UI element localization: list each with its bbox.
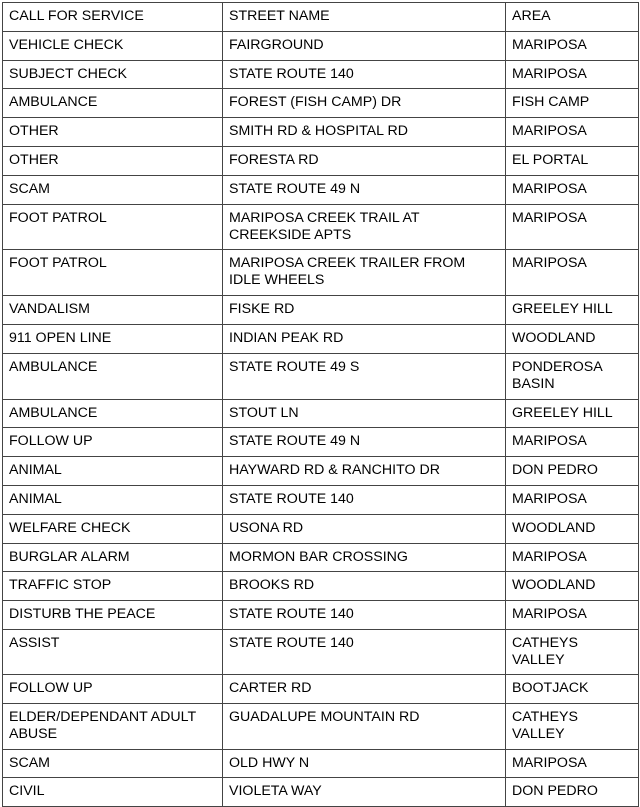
cell-area: PONDEROSA BASIN	[506, 353, 639, 399]
cell-area: WOODLAND	[506, 324, 639, 353]
cell-call-for-service: VEHICLE CHECK	[3, 31, 223, 60]
cell-street-name: STATE ROUTE 140	[223, 60, 506, 89]
cell-call-for-service: ELDER/DEPENDANT ADULT ABUSE	[3, 703, 223, 749]
table-header-row	[3, 3, 639, 32]
calls-for-service-table	[2, 2, 639, 807]
table-row	[3, 457, 639, 486]
cell-call-for-service: ASSIST	[3, 629, 223, 674]
cell-call-for-service: SUBJECT CHECK	[3, 60, 223, 89]
table-row	[3, 175, 639, 204]
cell-call-for-service: FOOT PATROL	[3, 204, 223, 250]
table-row	[3, 60, 639, 89]
table-row	[3, 749, 639, 778]
cell-street-name: SMITH RD & HOSPITAL RD	[223, 118, 506, 147]
cell-area: MARIPOSA	[506, 485, 639, 514]
cell-area: EL PORTAL	[506, 146, 639, 175]
cell-area: DON PEDRO	[506, 778, 639, 807]
table-row	[3, 204, 639, 250]
cell-call-for-service: AMBULANCE	[3, 353, 223, 399]
table-row	[3, 428, 639, 457]
cell-street-name: FISKE RD	[223, 296, 506, 325]
table-row	[3, 485, 639, 514]
cell-call-for-service: SCAM	[3, 749, 223, 778]
cell-area: WOODLAND	[506, 572, 639, 601]
cell-area: MARIPOSA	[506, 60, 639, 89]
cell-area: FISH CAMP	[506, 89, 639, 118]
table-row	[3, 601, 639, 630]
cell-area: MARIPOSA	[506, 543, 639, 572]
cell-street-name: FAIRGROUND	[223, 31, 506, 60]
header-area: AREA	[506, 3, 639, 32]
cell-area: MARIPOSA	[506, 749, 639, 778]
cell-street-name: MARIPOSA CREEK TRAIL AT CREEKSIDE APTS	[223, 204, 506, 250]
table-row	[3, 353, 639, 399]
cell-area: MARIPOSA	[506, 31, 639, 60]
cell-street-name: VIOLETA WAY	[223, 778, 506, 807]
table-row	[3, 514, 639, 543]
cell-area: MARIPOSA	[506, 118, 639, 147]
cell-call-for-service: TRAFFIC STOP	[3, 572, 223, 601]
cell-street-name: STATE ROUTE 49 N	[223, 428, 506, 457]
cell-call-for-service: FOLLOW UP	[3, 674, 223, 703]
cell-area: WOODLAND	[506, 514, 639, 543]
cell-street-name: FORESTA RD	[223, 146, 506, 175]
header-call-for-service: CALL FOR SERVICE	[3, 3, 223, 32]
table-row	[3, 89, 639, 118]
cell-area: MARIPOSA	[506, 250, 639, 296]
cell-call-for-service: FOLLOW UP	[3, 428, 223, 457]
cell-street-name: OLD HWY N	[223, 749, 506, 778]
cell-area: MARIPOSA	[506, 601, 639, 630]
cell-call-for-service: OTHER	[3, 118, 223, 147]
table-row	[3, 31, 639, 60]
cell-street-name: MARIPOSA CREEK TRAILER FROM IDLE WHEELS	[223, 250, 506, 296]
cell-call-for-service: ANIMAL	[3, 485, 223, 514]
cell-call-for-service: AMBULANCE	[3, 399, 223, 428]
table-row	[3, 572, 639, 601]
cell-street-name: STATE ROUTE 140	[223, 629, 506, 674]
cell-area: MARIPOSA	[506, 175, 639, 204]
cell-call-for-service: FOOT PATROL	[3, 250, 223, 296]
header-street-name: STREET NAME	[223, 3, 506, 32]
cell-street-name: STATE ROUTE 49 S	[223, 353, 506, 399]
table-row	[3, 629, 639, 674]
cell-street-name: STATE ROUTE 49 N	[223, 175, 506, 204]
cell-street-name: STATE ROUTE 140	[223, 601, 506, 630]
table-row	[3, 543, 639, 572]
table-row	[3, 250, 639, 296]
cell-area: CATHEYS VALLEY	[506, 629, 639, 674]
table-row	[3, 399, 639, 428]
cell-area: MARIPOSA	[506, 204, 639, 250]
cell-street-name: INDIAN PEAK RD	[223, 324, 506, 353]
table-row	[3, 146, 639, 175]
table-row	[3, 674, 639, 703]
table-row	[3, 778, 639, 807]
cell-street-name: STOUT LN	[223, 399, 506, 428]
cell-call-for-service: ANIMAL	[3, 457, 223, 486]
table-row	[3, 703, 639, 749]
cell-street-name: USONA RD	[223, 514, 506, 543]
cell-call-for-service: CIVIL	[3, 778, 223, 807]
cell-area: GREELEY HILL	[506, 296, 639, 325]
table-body	[3, 3, 639, 807]
cell-street-name: BROOKS RD	[223, 572, 506, 601]
cell-call-for-service: BURGLAR ALARM	[3, 543, 223, 572]
cell-call-for-service: SCAM	[3, 175, 223, 204]
cell-call-for-service: WELFARE CHECK	[3, 514, 223, 543]
cell-area: DON PEDRO	[506, 457, 639, 486]
cell-call-for-service: 911 OPEN LINE	[3, 324, 223, 353]
cell-call-for-service: AMBULANCE	[3, 89, 223, 118]
cell-area: BOOTJACK	[506, 674, 639, 703]
cell-street-name: GUADALUPE MOUNTAIN RD	[223, 703, 506, 749]
cell-street-name: HAYWARD RD & RANCHITO DR	[223, 457, 506, 486]
cell-street-name: FOREST (FISH CAMP) DR	[223, 89, 506, 118]
cell-area: MARIPOSA	[506, 428, 639, 457]
cell-area: GREELEY HILL	[506, 399, 639, 428]
table-row	[3, 118, 639, 147]
cell-street-name: CARTER RD	[223, 674, 506, 703]
cell-street-name: MORMON BAR CROSSING	[223, 543, 506, 572]
cell-area: CATHEYS VALLEY	[506, 703, 639, 749]
cell-street-name: STATE ROUTE 140	[223, 485, 506, 514]
table-row	[3, 296, 639, 325]
cell-call-for-service: VANDALISM	[3, 296, 223, 325]
cell-call-for-service: OTHER	[3, 146, 223, 175]
cell-call-for-service: DISTURB THE PEACE	[3, 601, 223, 630]
table-row	[3, 324, 639, 353]
